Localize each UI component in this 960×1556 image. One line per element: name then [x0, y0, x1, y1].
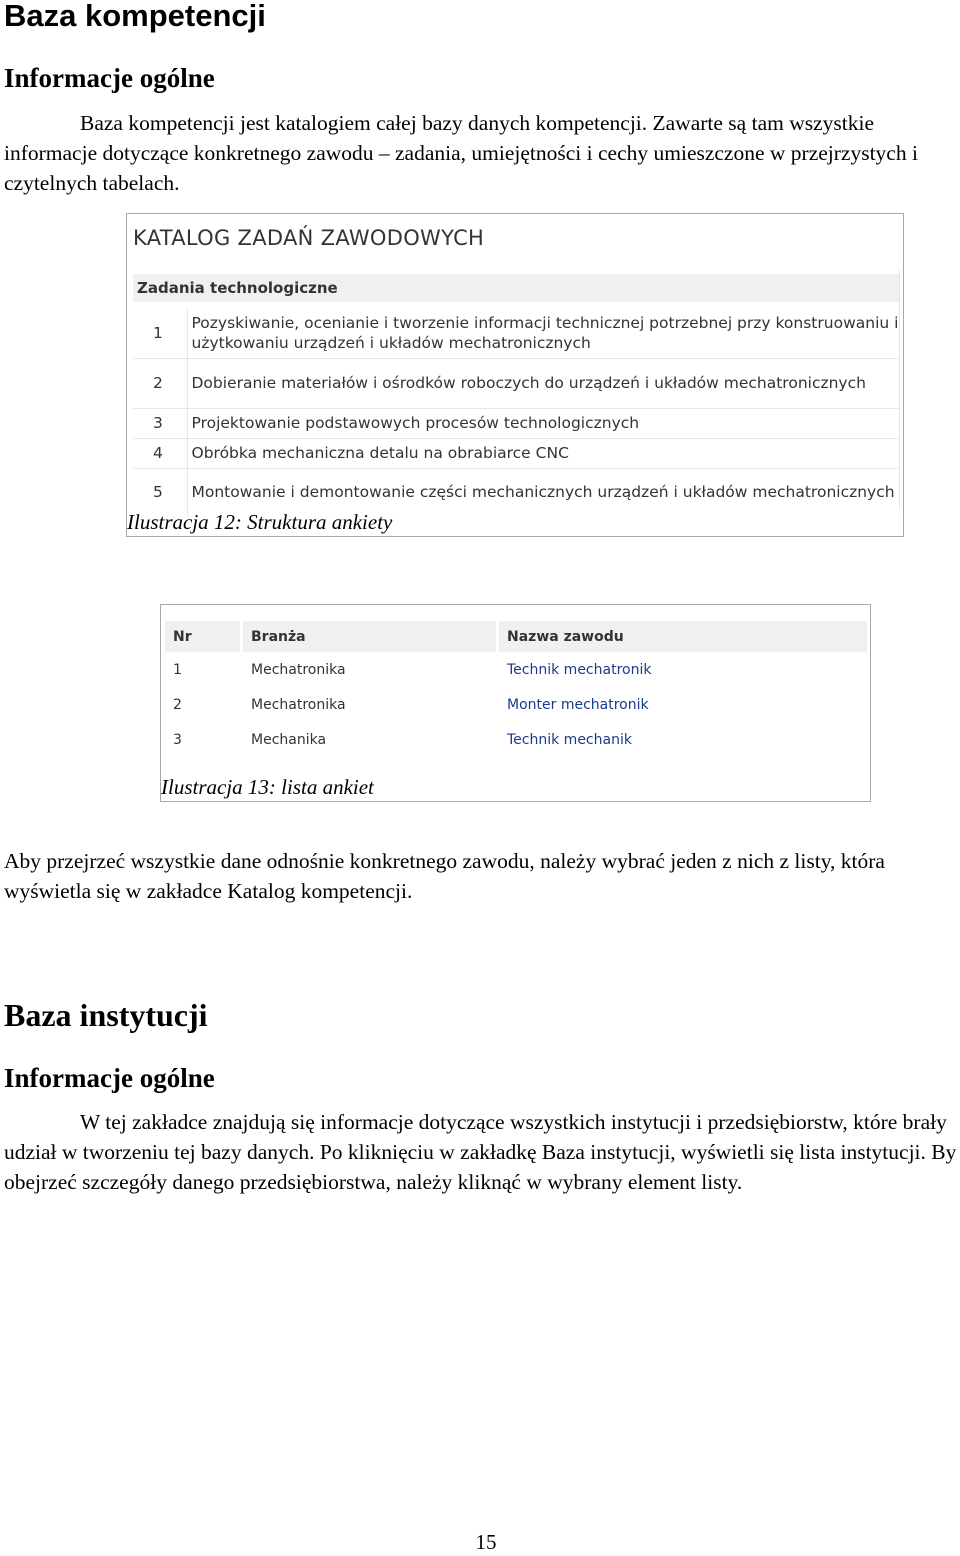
section-subtitle: Informacje ogólne	[4, 1063, 215, 1093]
task-text: Obróbka mechaniczna detalu na obrabiarce CNC	[187, 438, 899, 468]
figure-13-caption: Ilustracja 13: lista ankiet	[161, 775, 374, 799]
figure-12-caption: Ilustracja 12: Struktura ankiety	[127, 510, 393, 534]
row-nr: 3	[173, 731, 182, 748]
row-nr: 1	[173, 661, 182, 678]
instruction-paragraph: Aby przejrzeć wszystkie dane odnośnie konkretnego zawodu, należy wybrać jeden z nich z listy, która wyświetla się w zakładce Katalog kompetencji.	[4, 849, 885, 903]
task-row	[133, 468, 899, 516]
row-nr: 2	[173, 696, 182, 713]
row-branza: Mechanika	[251, 731, 327, 748]
task-number: 3	[133, 408, 187, 438]
column-header-nr: Nr	[165, 621, 243, 652]
institutions-paragraph: W tej zakładce znajdują się informacje dotyczące wszystkich instytucji i przedsiębiorstw, które brały udział w tworzeniu tej bazy danych. Po kliknięciu w zakładkę Baza instytucji, wyświetli się lista instytucji. By obejrzeć szczegóły danego przedsiębiorstwa, należy kliknąć w wybrany element listy.	[4, 1110, 957, 1194]
row-branza: Mechatronika	[251, 661, 346, 678]
table-header-row	[165, 621, 867, 652]
task-catalog-panel	[133, 270, 900, 508]
table-row	[165, 687, 867, 722]
task-number: 5	[153, 483, 163, 502]
column-header-branza: Branża	[243, 621, 499, 652]
task-text: Dobieranie materiałów i ośrodków roboczych do urządzeń i układów mechatronicznych	[187, 358, 899, 408]
catalog-title: KATALOG ZADAŃ ZAWODOWYCH	[133, 226, 485, 250]
table-row	[165, 722, 867, 757]
page-title: Baza kompetencji	[4, 0, 266, 33]
task-row	[133, 408, 899, 438]
task-text: Pozyskiwanie, ocenianie i tworzenie informacji technicznej potrzebnej przy konstruowaniu i użytkowaniu urządzeń i układów mechatronicznych	[187, 308, 899, 358]
section-title: Baza instytucji	[4, 997, 208, 1033]
task-section-header: Zadania technologiczne	[133, 274, 899, 302]
task-text: Projektowanie podstawowych procesów technologicznych	[187, 408, 899, 438]
survey-list-table	[165, 621, 867, 757]
intro-paragraph: Baza kompetencji jest katalogiem całej bazy danych kompetencji. Zawarte są tam wszystkie informacje dotyczące konkretnego zawodu – zadania, umiejętności i cechy umieszczone w przejrzystych i czytelnych tabelach.	[4, 111, 918, 195]
profession-link[interactable]: Technik mechatronik	[507, 661, 652, 678]
table-row	[165, 652, 867, 687]
task-row	[133, 358, 899, 408]
task-table	[133, 308, 899, 516]
page-number: 15	[475, 1530, 497, 1554]
figure-13-screenshot	[160, 604, 871, 802]
task-row	[133, 308, 899, 358]
column-header-nazwa-zawodu: Nazwa zawodu	[499, 621, 867, 652]
profession-link[interactable]: Technik mechanik	[507, 731, 632, 748]
task-row	[133, 438, 899, 468]
task-text: Montowanie i demontowanie części mechanicznych urządzeń i układów mechatronicznych	[187, 468, 899, 516]
section-subtitle: Informacje ogólne	[4, 63, 215, 93]
figure-12-screenshot	[126, 213, 904, 537]
task-number: 2	[133, 358, 187, 408]
row-branza: Mechatronika	[251, 696, 346, 713]
task-number: 1	[133, 308, 187, 358]
task-number: 4	[133, 438, 187, 468]
profession-link[interactable]: Monter mechatronik	[507, 696, 649, 713]
